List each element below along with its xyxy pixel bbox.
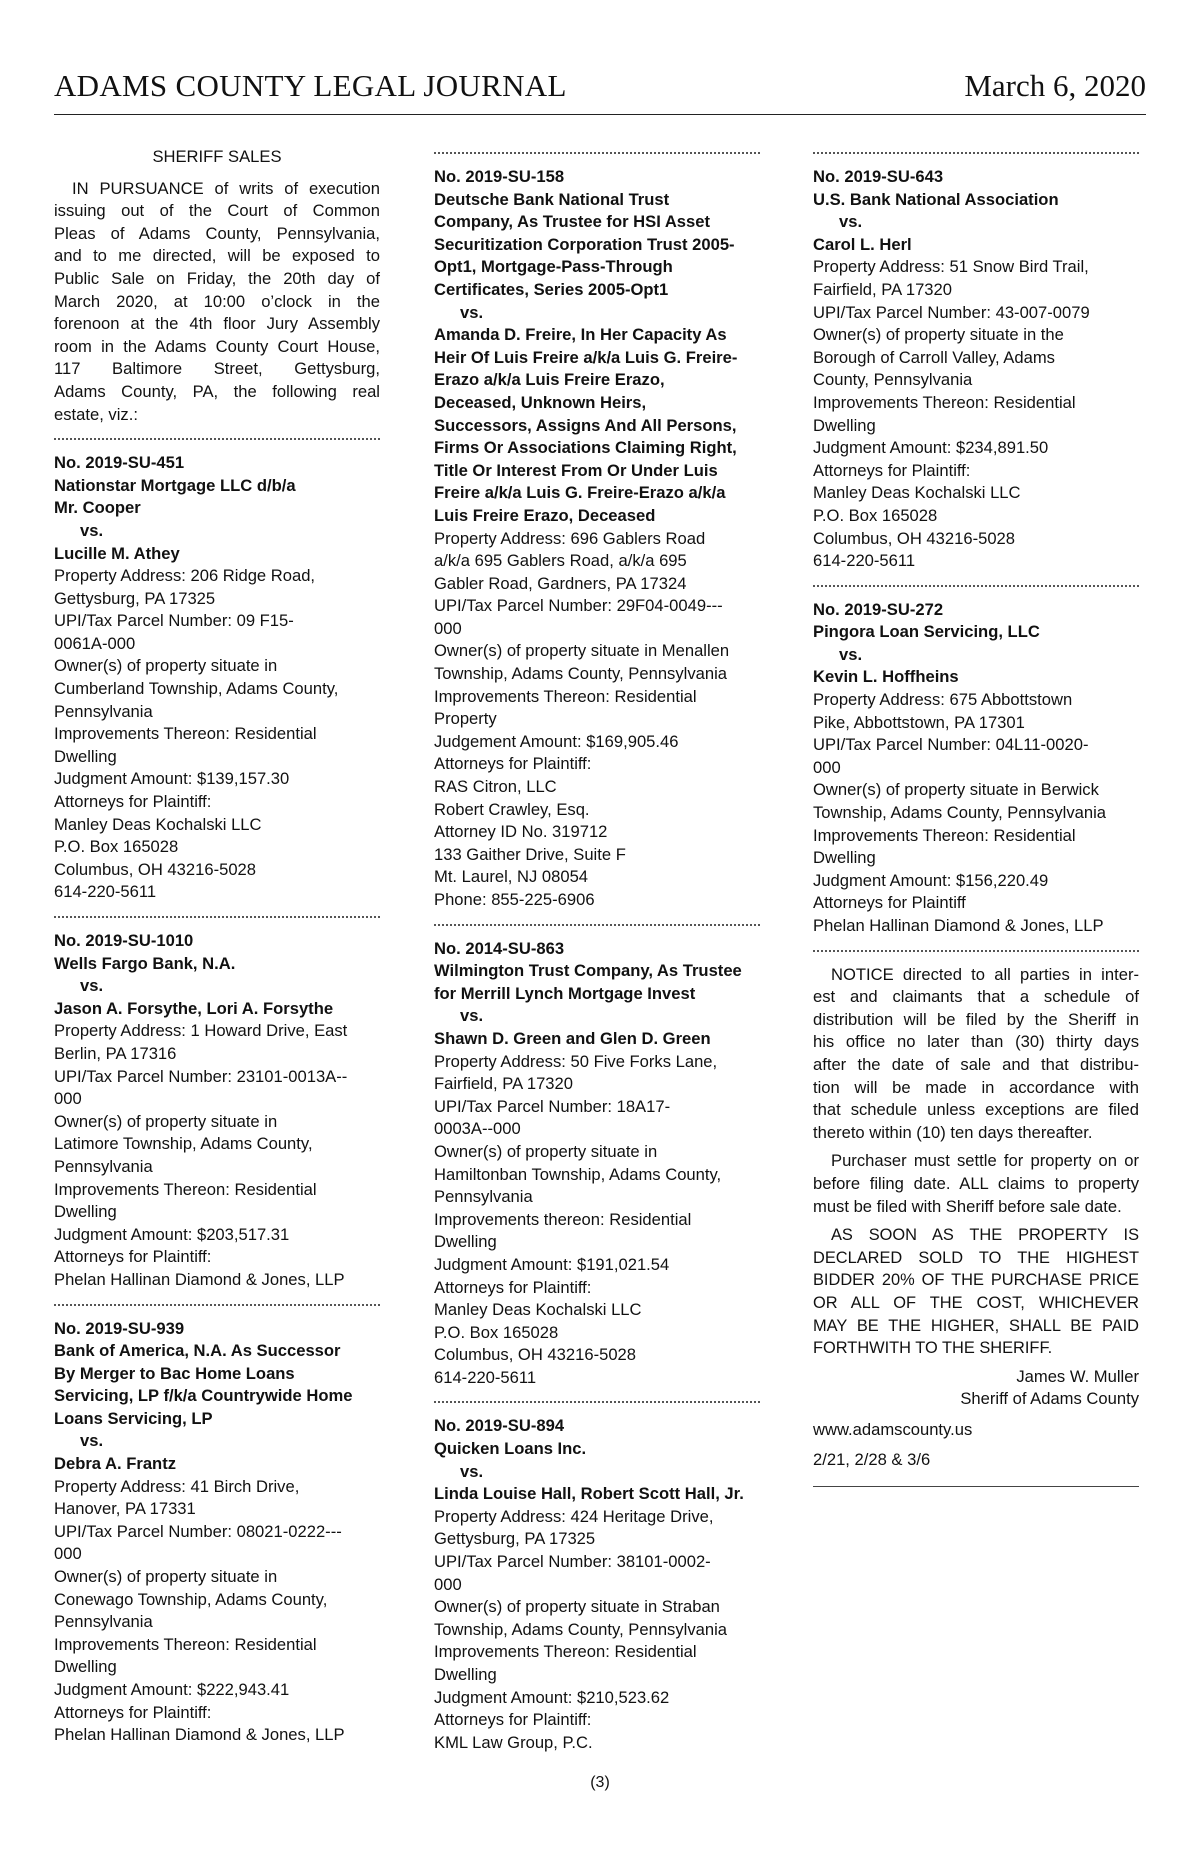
case-number: No. 2019-SU-939: [54, 1318, 185, 1338]
case-detail-line: Conewago Township, Adams County,: [54, 1589, 328, 1609]
case-entry: [434, 1415, 760, 1754]
case-detail-line: Property Address: 675 Abbottstown: [813, 690, 1073, 710]
notice-paragraph-line: distribution will be filed by the Sheriff in: [813, 1009, 1139, 1029]
defendant-line: Luis Freire Erazo, Deceased: [434, 505, 656, 525]
case-detail-line: Attorneys for Plaintiff:: [434, 754, 592, 774]
settlement-paragraph-line: before filing date. ALL claims to property: [813, 1173, 1139, 1193]
dotted-separator: [813, 585, 1139, 587]
case-detail-line: Pennsylvania: [434, 1187, 533, 1207]
notice-paragraph: [813, 964, 1139, 1145]
column-1: [54, 140, 380, 1747]
intro-line: IN PURSUANCE of writs of execution: [72, 178, 380, 198]
dotted-separator: [434, 152, 760, 154]
defendant-line: Freire a/k/a Luis G. Freire-Erazo a/k/a: [434, 483, 726, 503]
defendant-line: Heir Of Luis Freire a/k/a Luis G. Freire-: [434, 347, 738, 367]
defendant-line: Title Or Interest From Or Under Luis: [434, 460, 718, 480]
case-detail-line: 614-220-5611: [813, 551, 916, 571]
case-detail-line: County, Pennsylvania: [813, 370, 973, 390]
dotted-separator: [813, 152, 1139, 154]
case-detail-line: Hanover, PA 17331: [54, 1499, 196, 1519]
plaintiff-line: Nationstar Mortgage LLC d/b/a: [54, 475, 296, 495]
case-detail-line: 0061A-000: [54, 633, 136, 653]
versus-label: vs.: [460, 1006, 484, 1026]
intro-line: and to me directed, will be exposed to: [54, 246, 380, 266]
case-detail-line: UPI/Tax Parcel Number: 29F04-0049---: [434, 596, 723, 616]
plaintiff-line: Pingora Loan Servicing, LLC: [813, 622, 1040, 642]
case-detail-line: RAS Citron, LLC: [434, 777, 557, 797]
notice-paragraph-line: est and claimants that a schedule of: [813, 987, 1139, 1007]
case-detail-line: Berlin, PA 17316: [54, 1043, 177, 1063]
case-detail-line: Fairfield, PA 17320: [813, 279, 952, 299]
case-detail-line: Property Address: 51 Snow Bird Trail,: [813, 257, 1089, 277]
intro-line: forenoon at the 4th floor Jury Assembly: [54, 314, 380, 334]
versus-label: vs.: [460, 302, 484, 322]
case-detail-line: Attorneys for Plaintiff: [813, 893, 966, 913]
website: www.adamscounty.us: [813, 1419, 973, 1439]
case-detail-line: Owner(s) of property situate in Berwick: [813, 780, 1099, 800]
case-detail-line: Owner(s) of property situate in: [54, 1567, 278, 1587]
case-detail-line: Gettysburg, PA 17325: [54, 588, 216, 608]
case-entry: [813, 166, 1139, 573]
defendant-line: Successors, Assigns And All Persons,: [434, 415, 737, 435]
dotted-separator: [54, 438, 380, 440]
case-detail-line: Attorneys for Plaintiff:: [434, 1710, 592, 1730]
case-detail-line: Township, Adams County, Pennsylvania: [434, 1619, 728, 1639]
intro-line: Pleas of Adams County, Pennsylvania,: [54, 223, 380, 243]
versus-label: vs.: [80, 520, 104, 540]
case-detail-line: Judgment Amount: $234,891.50: [813, 438, 1049, 458]
notice-paragraph-line: tion will be made in accordance with: [813, 1077, 1139, 1097]
case-detail-line: Owner(s) of property situate in: [434, 1141, 658, 1161]
dotted-separator: [434, 1401, 760, 1403]
plaintiff-line: Certificates, Series 2005-Opt1: [434, 279, 669, 299]
case-detail-line: Township, Adams County, Pennsylvania: [434, 664, 728, 684]
case-detail-line: UPI/Tax Parcel Number: 04L11-0020-: [813, 735, 1089, 755]
case-detail-line: Attorneys for Plaintiff:: [434, 1277, 592, 1297]
case-list-col3: [813, 152, 1139, 938]
case-entry: [813, 599, 1139, 938]
case-detail-line: Dwelling: [54, 1202, 117, 1222]
case-detail-line: Pennsylvania: [54, 1612, 153, 1632]
intro-line: Adams County, PA, the following real: [54, 381, 380, 401]
payment-paragraph-line: AS SOON AS THE PROPERTY IS: [831, 1226, 1139, 1245]
case-detail-line: Columbus, OH 43216-5028: [434, 1345, 637, 1365]
versus-label: vs.: [839, 212, 863, 232]
case-detail-line: Attorneys for Plaintiff:: [54, 1247, 212, 1267]
case-detail-line: P.O. Box 165028: [54, 837, 179, 857]
payment-paragraph: [813, 1224, 1139, 1360]
case-detail-line: Property Address: 50 Five Forks Lane,: [434, 1051, 718, 1071]
plaintiff-line: Company, As Trustee for HSI Asset: [434, 212, 711, 232]
case-detail-line: Dwelling: [813, 848, 876, 868]
case-detail-line: P.O. Box 165028: [813, 505, 938, 525]
defendant-line: Shawn D. Green and Glen D. Green: [434, 1028, 711, 1048]
plaintiff-line: Quicken Loans Inc.: [434, 1439, 587, 1459]
case-number: No. 2019-SU-272: [813, 599, 944, 619]
case-detail-line: UPI/Tax Parcel Number: 08021-0222---: [54, 1521, 342, 1541]
case-detail-line: Columbus, OH 43216-5028: [813, 528, 1016, 548]
case-detail-line: 000: [54, 1544, 82, 1564]
case-detail-line: Pennsylvania: [54, 1156, 153, 1176]
dotted-separator: [54, 1304, 380, 1306]
journal-header: [54, 62, 1146, 115]
notice-paragraph-line: that schedule unless exceptions are filed: [813, 1100, 1139, 1120]
case-detail-line: Dwelling: [813, 415, 876, 435]
plaintiff-line: Mr. Cooper: [54, 498, 141, 518]
payment-paragraph-line: MAY BE THE HIGHER, SHALL BE PAID: [813, 1316, 1139, 1335]
intro-line: March 2020, at 10:00 o’clock in the: [54, 291, 380, 311]
case-detail-line: Judgment Amount: $139,157.30: [54, 769, 290, 789]
dotted-separator: [54, 916, 380, 918]
case-detail-line: Robert Crawley, Esq.: [434, 799, 590, 819]
publication-dates: 2/21, 2/28 & 3/6: [813, 1450, 931, 1470]
case-entry: [54, 452, 380, 904]
case-detail-line: UPI/Tax Parcel Number: 43-007-0079: [813, 302, 1090, 322]
defendant-line: Deceased, Unknown Heirs,: [434, 392, 647, 412]
case-detail-line: Manley Deas Kochalski LLC: [434, 1300, 642, 1320]
case-entry: [434, 166, 760, 912]
sheriff-title: Sheriff of Adams County: [960, 1389, 1139, 1409]
defendant-line: Jason A. Forsythe, Lori A. Forsythe: [54, 998, 334, 1018]
case-detail-line: Improvements thereon: Residential: [434, 1209, 692, 1229]
case-detail-line: Hamiltonban Township, Adams County,: [434, 1164, 722, 1184]
page-number: (3): [590, 1774, 610, 1791]
versus-label: vs.: [460, 1461, 484, 1481]
settlement-paragraph-line: must be filed with Sheriff before sale date.: [813, 1196, 1122, 1216]
case-detail-line: Mt. Laurel, NJ 08054: [434, 867, 589, 887]
case-detail-line: Judgment Amount: $191,021.54: [434, 1254, 670, 1274]
case-detail-line: Phelan Hallinan Diamond & Jones, LLP: [813, 916, 1104, 935]
case-detail-line: Improvements Thereon: Residential: [434, 1642, 697, 1662]
case-detail-line: Property Address: 424 Heritage Drive,: [434, 1506, 714, 1526]
case-entry: [434, 938, 760, 1390]
case-detail-line: UPI/Tax Parcel Number: 18A17-: [434, 1096, 671, 1116]
case-detail-line: Dwelling: [434, 1232, 497, 1252]
case-number: No. 2019-SU-643: [813, 167, 944, 186]
plaintiff-line: Bank of America, N.A. As Successor: [54, 1341, 341, 1361]
intro-line: room in the Adams County Court House,: [54, 336, 380, 356]
case-detail-line: UPI/Tax Parcel Number: 23101-0013A--: [54, 1066, 348, 1086]
sheriff-name: James W. Muller: [1016, 1366, 1139, 1386]
case-detail-line: Judgement Amount: $169,905.46: [434, 731, 679, 751]
settlement-paragraph: [813, 1150, 1139, 1218]
case-detail-line: 614-220-5611: [54, 882, 157, 902]
case-detail-line: Improvements Thereon: Residential: [813, 825, 1076, 845]
notice-paragraph-line: after the date of sale and that distribu-: [813, 1054, 1139, 1074]
case-detail-line: Property Address: 41 Birch Drive,: [54, 1476, 300, 1496]
case-detail-line: Latimore Township, Adams County,: [54, 1134, 313, 1154]
versus-label: vs.: [839, 644, 863, 664]
case-detail-line: Improvements Thereon: Residential: [54, 724, 317, 744]
case-detail-line: Manley Deas Kochalski LLC: [54, 814, 262, 834]
case-number: No. 2019-SU-158: [434, 167, 565, 186]
defendant-line: Linda Louise Hall, Robert Scott Hall, Jr.: [434, 1484, 744, 1504]
defendant-line: Kevin L. Hoffheins: [813, 667, 959, 687]
plaintiff-line: Servicing, LP f/k/a Countrywide Home: [54, 1386, 353, 1406]
case-detail-line: Property Address: 696 Gablers Road: [434, 528, 706, 548]
plaintiff-line: Deutsche Bank National Trust: [434, 189, 670, 209]
case-detail-line: Attorneys for Plaintiff:: [813, 460, 971, 480]
case-detail-line: Pennsylvania: [54, 701, 153, 721]
case-detail-line: Pike, Abbottstown, PA 17301: [813, 712, 1025, 732]
defendant-line: Lucille M. Athey: [54, 543, 180, 563]
defendant-line: Erazo a/k/a Luis Freire Erazo,: [434, 370, 665, 390]
defendant-line: Debra A. Frantz: [54, 1454, 177, 1474]
case-detail-line: 133 Gaither Drive, Suite F: [434, 844, 626, 864]
end-rule: [813, 1486, 1139, 1487]
case-detail-line: Columbus, OH 43216-5028: [54, 859, 257, 879]
plaintiff-line: Wilmington Trust Company, As Trustee: [434, 961, 742, 981]
case-detail-line: Improvements Thereon: Residential: [54, 1179, 317, 1199]
case-number: No. 2019-SU-894: [434, 1416, 565, 1436]
plaintiff-line: for Merrill Lynch Mortgage Invest: [434, 983, 696, 1003]
plaintiff-line: Loans Servicing, LP: [54, 1408, 213, 1428]
dotted-separator: [434, 924, 760, 926]
case-detail-line: Owner(s) of property situate in Menallen: [434, 641, 730, 661]
case-entry: [54, 930, 380, 1292]
notice-paragraph-line: his office no later than (30) thirty days: [813, 1032, 1139, 1052]
intro-line: 117 Baltimore Street, Gettysburg,: [54, 359, 380, 379]
case-detail-line: Owner(s) of property situate in: [54, 1111, 278, 1131]
case-detail-line: 000: [434, 618, 462, 638]
defendant-line: Carol L. Herl: [813, 234, 912, 254]
notice-paragraph-line: NOTICE directed to all parties in inter-: [831, 964, 1139, 984]
case-detail-line: Dwelling: [54, 1657, 117, 1677]
plaintiff-line: Wells Fargo Bank, N.A.: [54, 953, 236, 973]
case-detail-line: Phelan Hallinan Diamond & Jones, LLP: [54, 1269, 345, 1289]
case-entry: [54, 1318, 380, 1747]
case-detail-line: Township, Adams County, Pennsylvania: [813, 803, 1107, 823]
payment-paragraph-line: DECLARED SOLD TO THE HIGHEST: [813, 1248, 1139, 1267]
case-detail-line: Judgment Amount: $222,943.41: [54, 1680, 290, 1699]
case-detail-line: Cumberland Township, Adams County,: [54, 679, 339, 699]
case-detail-line: Fairfield, PA 17320: [434, 1074, 573, 1094]
intro-line: issuing out of the Court of Common: [54, 201, 380, 221]
case-detail-line: Property: [434, 709, 497, 729]
case-detail-line: Dwelling: [54, 746, 117, 766]
versus-label: vs.: [80, 1431, 104, 1451]
intro-line: Public Sale on Friday, the 20th day of: [54, 268, 380, 288]
case-detail-line: Owner(s) of property situate in: [54, 656, 278, 676]
case-list-col1: [54, 438, 380, 1747]
case-detail-line: Gabler Road, Gardners, PA 17324: [434, 573, 687, 593]
notice-paragraph-line: thereto within (10) ten days thereafter.: [813, 1122, 1093, 1142]
case-detail-line: KML Law Group, P.C.: [434, 1732, 593, 1752]
case-detail-line: 0003A--000: [434, 1119, 521, 1139]
case-list-col2: [434, 152, 760, 1754]
defendant-line: Firms Or Associations Claiming Right,: [434, 438, 737, 458]
payment-paragraph-line: BIDDER 20% OF THE PURCHASE PRICE: [813, 1271, 1139, 1290]
case-detail-line: Attorneys for Plaintiff:: [54, 1702, 212, 1722]
case-detail-line: Improvements Thereon: Residential: [54, 1634, 317, 1654]
case-detail-line: P.O. Box 165028: [434, 1322, 559, 1342]
case-detail-line: UPI/Tax Parcel Number: 38101-0002-: [434, 1552, 711, 1572]
issue-date: March 6, 2020: [964, 68, 1146, 103]
case-detail-line: Judgment Amount: $203,517.31: [54, 1224, 290, 1244]
section-heading: SHERIFF SALES: [152, 147, 282, 166]
case-detail-line: 000: [54, 1089, 82, 1109]
versus-label: vs.: [80, 976, 104, 996]
payment-paragraph-line: FORTHWITH TO THE SHERIFF.: [813, 1339, 1053, 1358]
case-number: No. 2019-SU-1010: [54, 931, 194, 950]
case-detail-line: a/k/a 695 Gablers Road, a/k/a 695: [434, 551, 687, 571]
intro-line: estate, viz.:: [54, 404, 138, 424]
case-number: No. 2014-SU-863: [434, 938, 565, 958]
case-detail-line: 000: [434, 1574, 462, 1594]
plaintiff-line: By Merger to Bac Home Loans: [54, 1363, 295, 1383]
case-detail-line: Owner(s) of property situate in the: [813, 325, 1064, 345]
case-detail-line: Phelan Hallinan Diamond & Jones, LLP: [54, 1725, 345, 1745]
intro-paragraph: [54, 178, 380, 427]
case-detail-line: Phone: 855-225-6906: [434, 890, 595, 909]
case-detail-line: Manley Deas Kochalski LLC: [813, 483, 1021, 503]
plaintiff-line: U.S. Bank National Association: [813, 189, 1059, 209]
defendant-line: Amanda D. Freire, In Her Capacity As: [434, 325, 727, 345]
case-detail-line: Attorney ID No. 319712: [434, 822, 608, 842]
case-detail-line: Judgment Amount: $156,220.49: [813, 870, 1049, 890]
case-detail-line: Improvements Thereon: Residential: [434, 686, 697, 706]
case-detail-line: Gettysburg, PA 17325: [434, 1529, 596, 1549]
case-detail-line: 000: [813, 757, 841, 777]
case-detail-line: Owner(s) of property situate in Straban: [434, 1597, 720, 1617]
case-detail-line: Attorneys for Plaintiff:: [54, 792, 212, 812]
payment-paragraph-line: OR ALL OF THE COST, WHICHEVER: [813, 1293, 1139, 1312]
case-detail-line: Property Address: 1 Howard Drive, East: [54, 1021, 348, 1041]
case-detail-line: Property Address: 206 Ridge Road,: [54, 566, 316, 586]
journal-title: ADAMS COUNTY LEGAL JOURNAL: [54, 68, 567, 103]
case-detail-line: Improvements Thereon: Residential: [813, 392, 1076, 412]
column-3: [813, 140, 1139, 1487]
notice-block: [813, 950, 1139, 1487]
plaintiff-line: Opt1, Mortgage-Pass-Through: [434, 257, 673, 277]
column-2: [434, 140, 760, 1754]
case-detail-line: Judgment Amount: $210,523.62: [434, 1687, 670, 1707]
case-detail-line: UPI/Tax Parcel Number: 09 F15-: [54, 611, 294, 631]
dotted-separator: [813, 950, 1139, 952]
case-detail-line: Dwelling: [434, 1665, 497, 1684]
case-detail-line: 614-220-5611: [434, 1367, 537, 1387]
case-detail-line: Borough of Carroll Valley, Adams: [813, 347, 1055, 367]
plaintiff-line: Securitization Corporation Trust 2005-: [434, 234, 735, 254]
settlement-paragraph-line: Purchaser must settle for property on or: [831, 1151, 1139, 1171]
case-number: No. 2019-SU-451: [54, 453, 185, 473]
